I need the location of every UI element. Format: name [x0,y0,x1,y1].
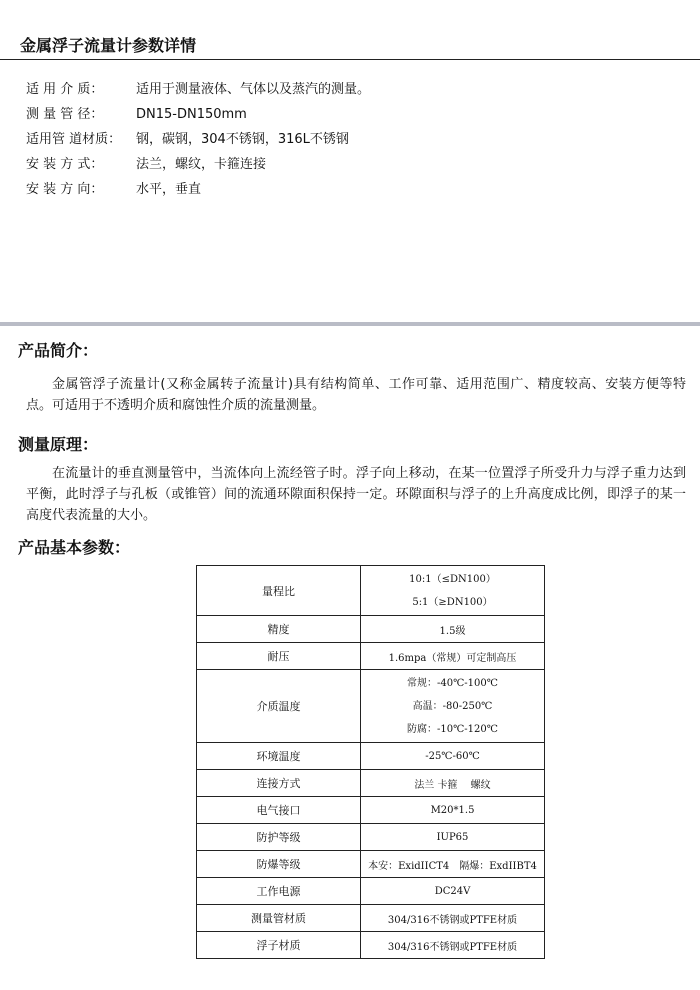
spec-row-install-method [26,155,370,180]
param-value: 本安：ExidIICT4 隔爆：ExdIIBT4 [361,851,545,878]
spec-row-medium [26,80,370,105]
spec-label: 测 量 管 径： [26,107,104,122]
table-row [197,797,545,824]
spec-label: 适 用 介 质： [26,82,104,97]
param-value: 法兰 卡箍 螺纹 [361,770,545,797]
param-name: 精度 [197,616,361,643]
section-divider [0,322,700,326]
table-row [197,878,545,905]
principle-heading: 测量原理： [18,435,99,454]
spec-list [26,80,370,205]
spec-value: 适用于测量液体、气体以及蒸汽的测量。 [136,82,371,97]
table-row [197,932,545,959]
param-value: DC24V [361,878,545,905]
param-value: 304/316不锈钢或PTFE材质 [361,905,545,932]
intro-paragraph: 金属管浮子流量计(又称金属转子流量计)具有结构简单、工作可靠、适用范围广、精度较高、安装方便等特点。可适用于不透明介质和腐蚀性介质的流量测量。 [26,377,686,413]
param-value-line: 5:1（≥DN100） [412,596,493,608]
param-value: IUP65 [361,824,545,851]
principle-paragraph: 在流量计的垂直测量管中，当流体向上流经管子时。浮子向上移动，在某一位置浮子所受升力与浮子重力达到平衡，此时浮子与孔板（或锥管）间的流通环隙面积保持一定。环隙面积与浮子的上升高度成比例，即浮子的某一高度代表流量的大小。 [26,466,686,523]
spec-value: 法兰，螺纹，卡箍连接 [136,157,267,172]
param-value: 304/316不锈钢或PTFE材质 [361,932,545,959]
param-value-line: 常规：-40℃-100℃ [407,677,498,689]
params-table [196,565,545,959]
param-name: 电气接口 [197,797,361,824]
param-value-line: 10:1（≤DN100） [409,573,496,585]
spec-label: 安 装 方 向： [26,182,104,197]
param-name: 环境温度 [197,743,361,770]
param-name: 测量管材质 [197,905,361,932]
param-value [361,670,545,743]
table-row [197,824,545,851]
param-name: 浮子材质 [197,932,361,959]
param-value: M20*1.5 [361,797,545,824]
title-divider [0,59,700,60]
spec-row-material [26,130,370,155]
table-row [197,566,545,616]
param-value: 1.6mpa（常规）可定制高压 [361,643,545,670]
intro-heading: 产品简介： [18,341,99,360]
param-name: 防爆等级 [197,851,361,878]
spec-row-diameter [26,105,370,130]
param-name: 连接方式 [197,770,361,797]
table-row [197,670,545,743]
page-title: 金属浮子流量计参数详情 [20,36,197,55]
param-value-line: 防腐：-10℃-120℃ [407,723,498,735]
param-value: -25℃-60℃ [361,743,545,770]
param-name: 工作电源 [197,878,361,905]
param-value [361,566,545,616]
spec-value: DN15-DN150mm [136,107,247,122]
table-row [197,743,545,770]
spec-label: 适用管 道材质： [26,132,122,147]
table-row [197,770,545,797]
param-name: 介质温度 [197,670,361,743]
spec-row-install-direction [26,180,370,205]
spec-label: 安 装 方 式： [26,157,104,172]
table-row [197,851,545,878]
param-name: 量程比 [197,566,361,616]
param-name: 耐压 [197,643,361,670]
param-value: 1.5级 [361,616,545,643]
param-name: 防护等级 [197,824,361,851]
spec-value: 水平，垂直 [136,182,202,197]
param-value-line: 高温：-80-250℃ [412,700,493,712]
table-row [197,643,545,670]
table-row [197,616,545,643]
table-row [197,905,545,932]
params-heading: 产品基本参数： [18,538,131,557]
spec-value: 钢，碳钢，304不锈钢，316L不锈钢 [136,132,349,147]
